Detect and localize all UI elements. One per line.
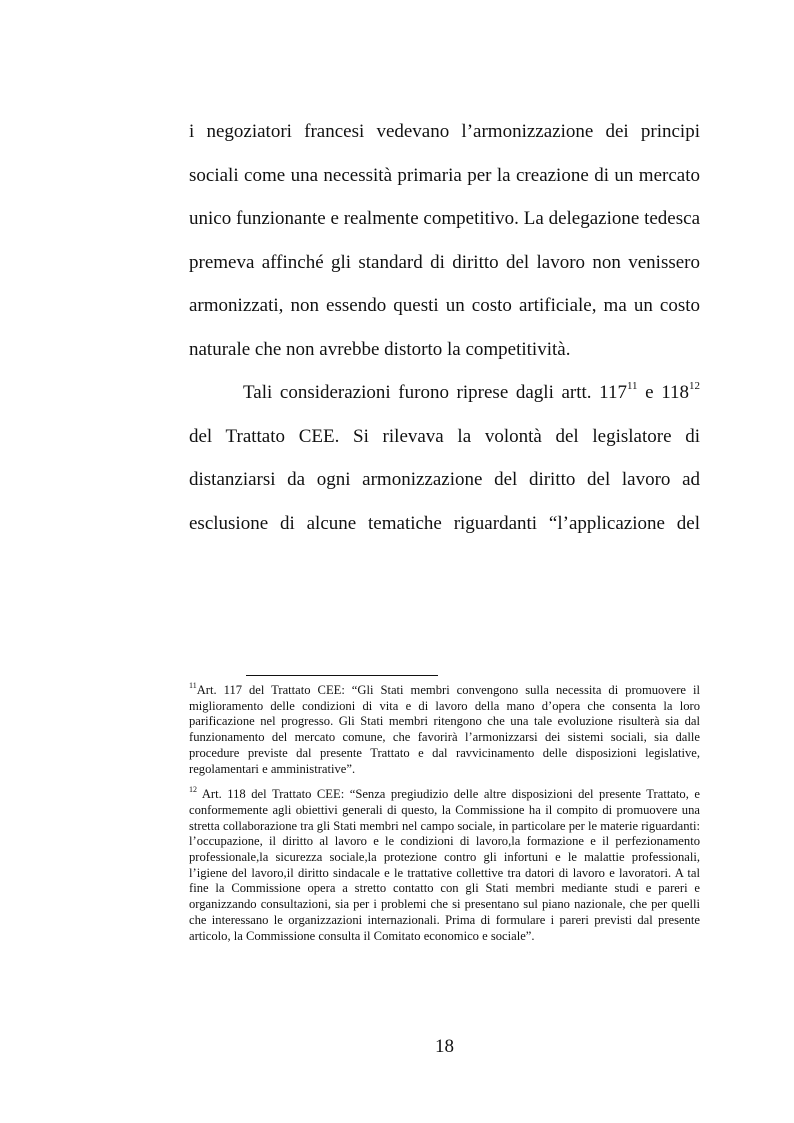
- paragraph-start-line: [189, 371, 700, 415]
- body-text-segment: e 118: [637, 382, 690, 403]
- footnote-11: [189, 683, 700, 777]
- page-number: 18: [435, 1036, 454, 1057]
- body-line: i negoziatori francesi vedevano l’armonizzazione dei principi: [189, 121, 700, 142]
- footnote-12: [189, 787, 700, 944]
- footnotes: [189, 683, 700, 944]
- body-line: sociali come una necessità primaria per la creazione di un mercato: [189, 164, 700, 186]
- footnote-ref-12[interactable]: 12: [689, 380, 701, 392]
- body-line: distanziarsi da ogni armonizzazione del diritto del lavoro ad: [189, 469, 700, 490]
- footnote-text: Art. 118 del Trattato CEE: “Senza pregiudizio delle altre disposizioni del presente Trattato, e conformemente agli obiettivi generali di questo, la Commissione ha il compito di promuovere una stretta collaborazione tra gli Stati membri nel campo sociale, in particolare per le materie riguardanti: l’occupazione, il diritto al lavoro e le condizioni di lavoro,la formazione e il perfezionamento professionale,la sicurezza sociale,la protezione contro gli infortuni e le malattie professionali, l’igiene del lavoro,il diritto sindacale e le trattative collettive tra datori di lavoro e lavoratori. A tal fine la Commissione opera a stretto contatto con gli Stati membri mediante studi e pareri e organizzando consultazioni, sia per i problemi che si presentano sul piano nazionale, che per quelli che interessano le organizzazioni internazionali. Prima di formulare i pareri previsti dal presente articolo, la Commissione consulta il Comitato economico e sociale”.: [189, 787, 700, 943]
- body-line: unico funzionante e realmente competitivo. La delegazione tedesca: [189, 208, 700, 229]
- footnote-ref-11[interactable]: 11: [626, 380, 638, 392]
- body-text-segment: Tali considerazioni furono riprese dagli artt. 117: [243, 382, 627, 403]
- body-line: naturale che non avrebbe distorto la competitività.: [189, 338, 571, 360]
- body-text: [189, 110, 700, 545]
- body-line: premeva affinché gli standard di diritto del lavoro non venissero: [189, 251, 700, 273]
- footnote-number: 12: [189, 785, 197, 795]
- body-line: del Trattato CEE. Si rilevava la volontà del legislatore di: [189, 425, 700, 447]
- footnote-separator: [246, 675, 438, 676]
- body-line: armonizzati, non essendo questi un costo artificiale, ma un costo: [189, 295, 700, 316]
- footnote-number: 11: [189, 681, 197, 690]
- body-line: esclusione di alcune tematiche riguardanti “l’applicazione del: [189, 512, 700, 534]
- footnote-text: Art. 117 del Trattato CEE: “Gli Stati membri convengono sulla necessita di promuovere il miglioramento delle condizioni di vita e di lavoro della mano d’opera che consenta la loro parificazione nel progresso. Gli Stati membri ritengono che una tale evoluzione risulterà sia dal funzionamento del mercato comune, che favorirà l’armonizzarsi dei sistemi sociali, sia dalle procedure previste dal presente Trattato e dal ravvicinamento delle disposizioni legislative, regolamentari e amministrative”.: [189, 683, 700, 776]
